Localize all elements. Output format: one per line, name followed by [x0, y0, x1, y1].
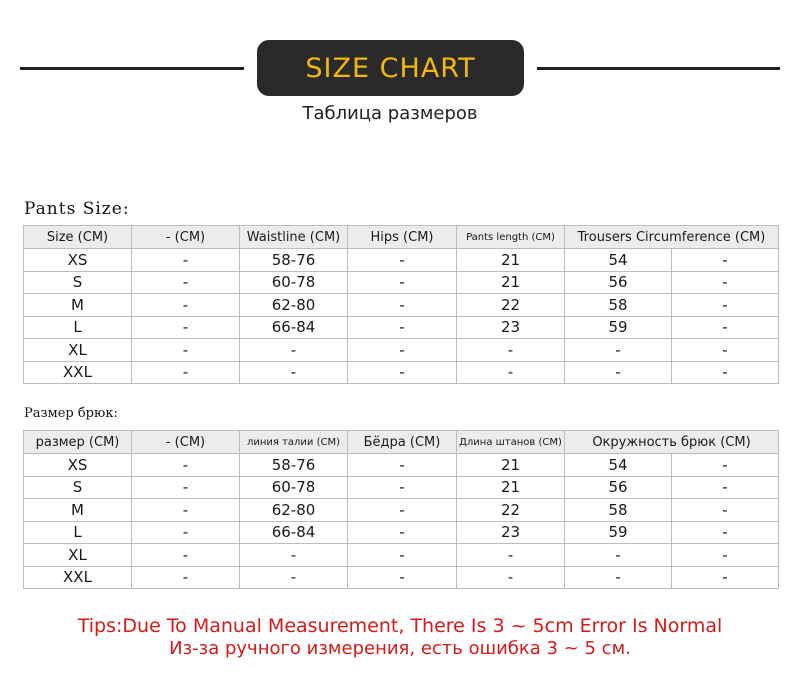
table-cell: - — [240, 566, 348, 589]
header-cell: размер (CM) — [24, 431, 132, 454]
table-row — [24, 476, 779, 499]
table-row — [24, 294, 779, 317]
table-cell: 54 — [565, 454, 672, 477]
table-cell: - — [348, 566, 457, 589]
table-cell: - — [565, 566, 672, 589]
table-row — [24, 249, 779, 272]
header-cell: Окружность брюк (CM) — [565, 431, 779, 454]
pants-size-table — [23, 225, 779, 384]
table-cell: - — [132, 316, 240, 339]
table-cell: - — [348, 294, 457, 317]
table-cell: M — [24, 294, 132, 317]
table-cell: - — [240, 361, 348, 384]
table-cell: XL — [24, 339, 132, 362]
table-cell: 56 — [565, 271, 672, 294]
table-cell: - — [457, 544, 565, 567]
table-cell: 22 — [457, 499, 565, 522]
header-cell: - (CM) — [132, 226, 240, 249]
table-cell: 60-78 — [240, 476, 348, 499]
table-cell: - — [672, 249, 779, 272]
table-cell: - — [672, 476, 779, 499]
pants-size-title: Pants Size: — [24, 199, 130, 219]
tip-english: Tips:Due To Manual Measurement, There Is 3 ~ 5cm Error Is Normal — [77, 615, 723, 637]
table-cell: - — [565, 544, 672, 567]
table-row — [24, 339, 779, 362]
table-cell: 60-78 — [240, 271, 348, 294]
size-chart-subtitle: Таблица размеров — [302, 103, 478, 124]
table-cell: - — [132, 499, 240, 522]
header-cell: Длина штанов (CM) — [457, 431, 565, 454]
table-cell: 23 — [457, 521, 565, 544]
table-row — [24, 566, 779, 589]
header-cell: Size (CM) — [24, 226, 132, 249]
header-cell: Бёдра (CM) — [348, 431, 457, 454]
table-cell: - — [348, 544, 457, 567]
table-cell: 62-80 — [240, 294, 348, 317]
header-cell: Hips (CM) — [348, 226, 457, 249]
table-cell: M — [24, 499, 132, 522]
table-cell: - — [132, 294, 240, 317]
table-cell: 22 — [457, 294, 565, 317]
table-cell: - — [565, 339, 672, 362]
table-cell: 21 — [457, 454, 565, 477]
table-cell: - — [672, 316, 779, 339]
table-cell: XXL — [24, 566, 132, 589]
table-cell: L — [24, 521, 132, 544]
table-cell: - — [132, 361, 240, 384]
table-cell: - — [348, 454, 457, 477]
table-cell: - — [348, 339, 457, 362]
table-cell: 23 — [457, 316, 565, 339]
table-cell: 21 — [457, 476, 565, 499]
table-row — [24, 521, 779, 544]
table-cell: S — [24, 271, 132, 294]
table-cell: 58 — [565, 499, 672, 522]
table-cell: - — [457, 566, 565, 589]
table-cell: - — [672, 566, 779, 589]
table-cell: - — [240, 544, 348, 567]
table-row — [24, 499, 779, 522]
table-cell: - — [348, 271, 457, 294]
header-cell: Waistline (CM) — [240, 226, 348, 249]
table-cell: - — [672, 454, 779, 477]
header-cell: Pants length (CM) — [457, 226, 565, 249]
table-cell: - — [672, 361, 779, 384]
table-cell: XL — [24, 544, 132, 567]
table-cell: - — [348, 249, 457, 272]
table-row — [24, 454, 779, 477]
pants-size-title-ru: Размер брюк: — [24, 406, 118, 421]
divider-right — [537, 67, 780, 70]
table-cell: XS — [24, 249, 132, 272]
table-cell: 59 — [565, 316, 672, 339]
table-cell: - — [457, 361, 565, 384]
table-cell: - — [457, 339, 565, 362]
table-cell: - — [132, 339, 240, 362]
table-cell: - — [348, 499, 457, 522]
header-cell: - (CM) — [132, 431, 240, 454]
table-cell: - — [132, 544, 240, 567]
table-cell: 58-76 — [240, 249, 348, 272]
table-row — [24, 316, 779, 339]
table-cell: - — [132, 521, 240, 544]
table-cell: - — [672, 521, 779, 544]
table-cell: - — [672, 294, 779, 317]
table-cell: - — [348, 361, 457, 384]
tip-russian: Из-за ручного измерения, есть ошибка 3 ~ 5 см. — [169, 638, 631, 659]
table-cell: 58-76 — [240, 454, 348, 477]
table-cell: - — [348, 476, 457, 499]
table-cell: 59 — [565, 521, 672, 544]
table-header-row — [24, 431, 779, 454]
table-cell: - — [132, 454, 240, 477]
table-cell: - — [348, 521, 457, 544]
table-header-row — [24, 226, 779, 249]
header-cell: линия талии (CM) — [240, 431, 348, 454]
table-cell: - — [132, 249, 240, 272]
table-cell: 56 — [565, 476, 672, 499]
table-cell: - — [348, 316, 457, 339]
pants-size-table-ru — [23, 430, 779, 589]
table-cell: - — [672, 544, 779, 567]
table-row — [24, 271, 779, 294]
table-row — [24, 544, 779, 567]
size-chart-title: SIZE CHART — [257, 40, 524, 96]
table-cell: 21 — [457, 271, 565, 294]
table-cell: XXL — [24, 361, 132, 384]
divider-left — [20, 67, 244, 70]
table-cell: 62-80 — [240, 499, 348, 522]
table-row — [24, 361, 779, 384]
table-cell: - — [132, 476, 240, 499]
table-cell: - — [565, 361, 672, 384]
table-cell: 66-84 — [240, 316, 348, 339]
table-cell: L — [24, 316, 132, 339]
table-cell: - — [672, 271, 779, 294]
table-cell: 58 — [565, 294, 672, 317]
table-cell: - — [672, 499, 779, 522]
table-cell: XS — [24, 454, 132, 477]
header-cell: Trousers Circumference (CM) — [565, 226, 779, 249]
table-cell: - — [672, 339, 779, 362]
table-cell: - — [132, 566, 240, 589]
table-cell: S — [24, 476, 132, 499]
table-cell: 54 — [565, 249, 672, 272]
table-cell: 66-84 — [240, 521, 348, 544]
table-cell: - — [132, 271, 240, 294]
table-cell: - — [240, 339, 348, 362]
table-cell: 21 — [457, 249, 565, 272]
